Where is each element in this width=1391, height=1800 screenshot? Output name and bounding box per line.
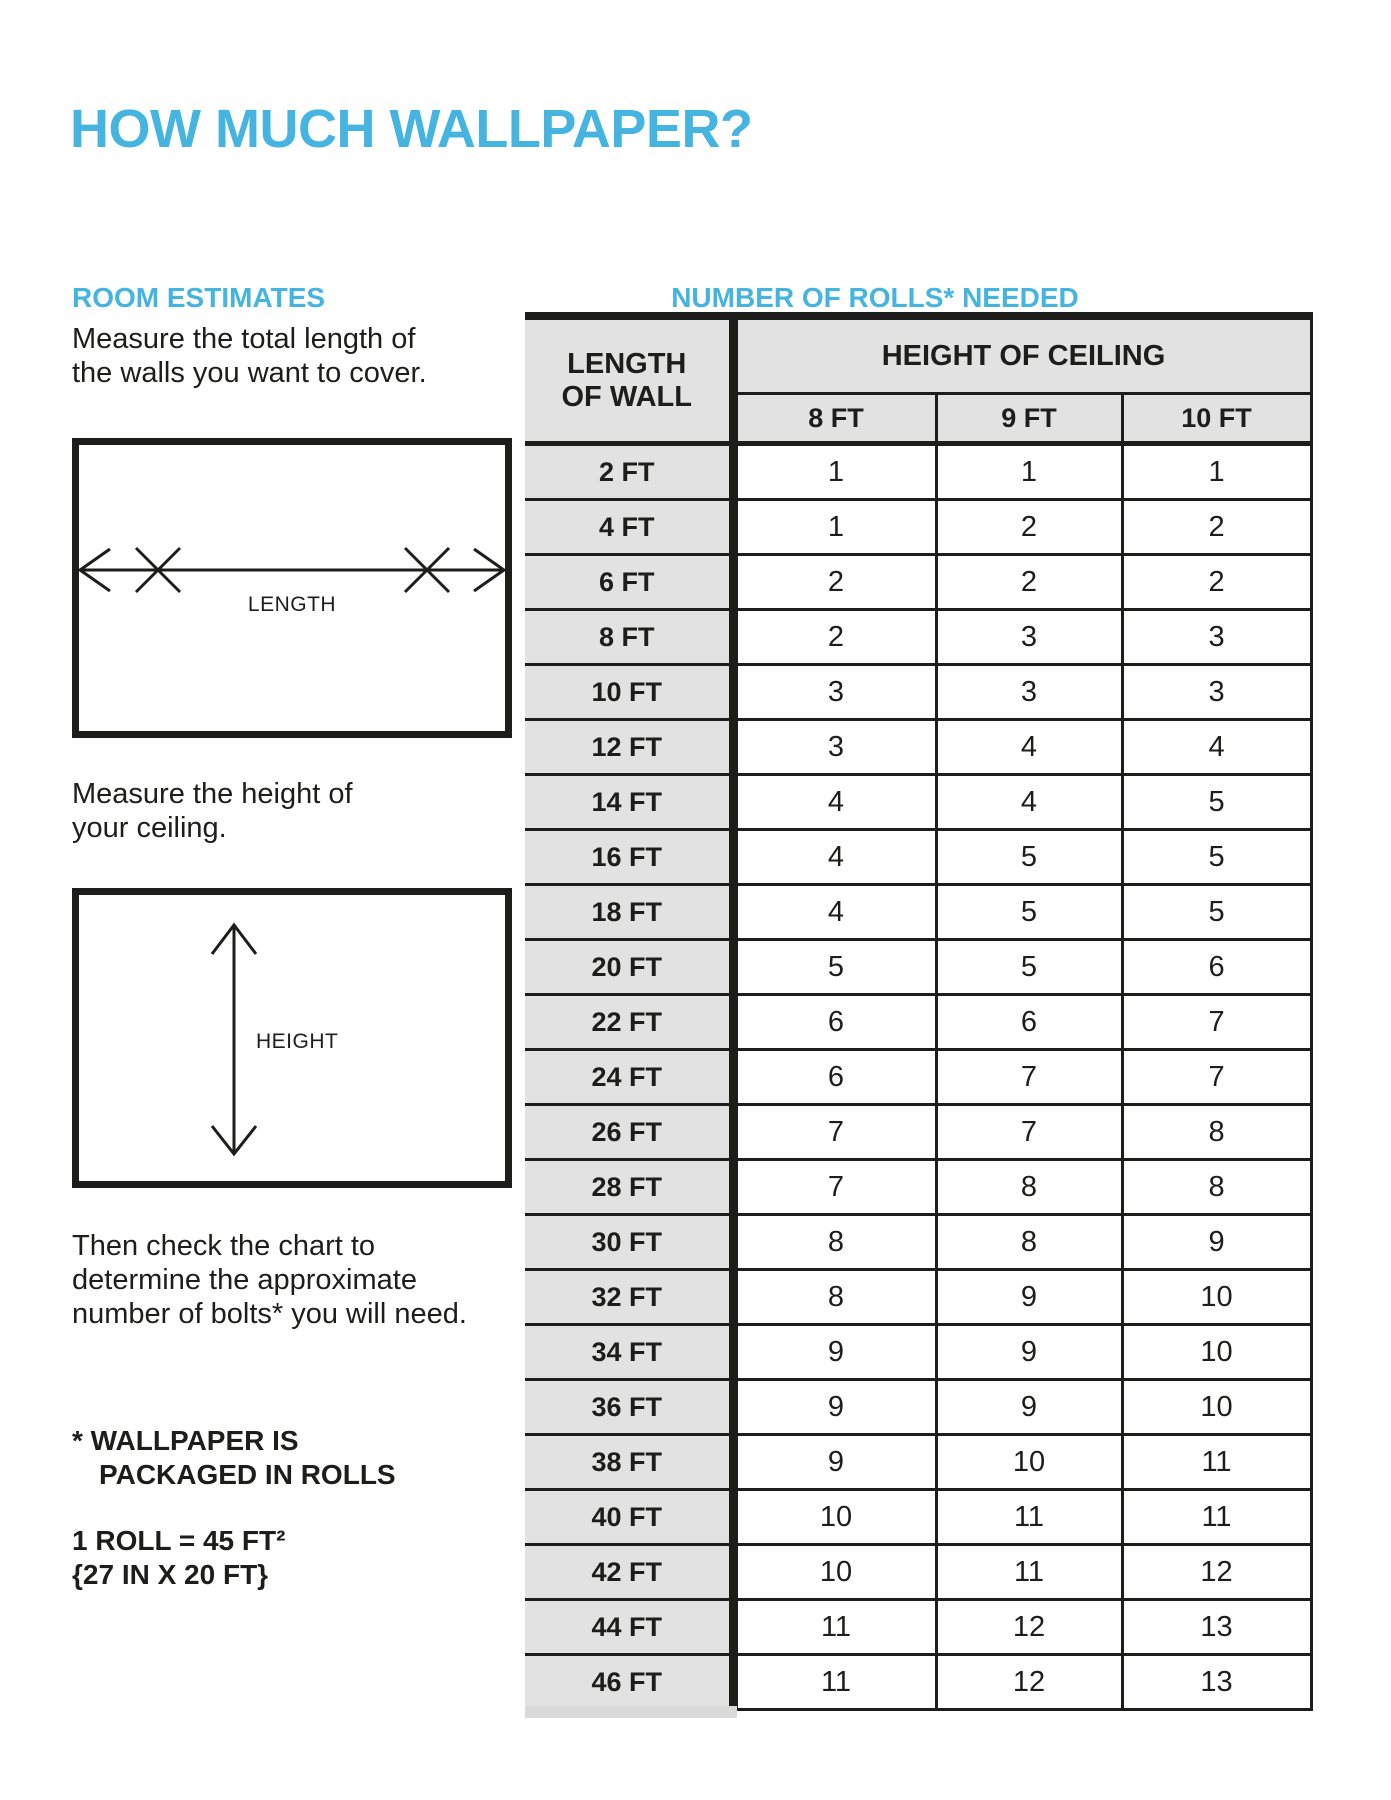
- rolls-count-cell: 11: [936, 1545, 1122, 1600]
- rolls-count-cell: 9: [936, 1380, 1122, 1435]
- rolls-count-cell: 11: [733, 1600, 936, 1655]
- table-row: [525, 610, 1311, 665]
- table-row: [525, 995, 1311, 1050]
- rolls-count-cell: 2: [733, 610, 936, 665]
- rolls-count-cell: 8: [936, 1215, 1122, 1270]
- wall-length-cell: 38 FT: [525, 1435, 733, 1490]
- wall-length-cell: 46 FT: [525, 1655, 733, 1710]
- instruction-line: Measure the height of: [72, 778, 353, 810]
- rolls-table-body: [525, 444, 1311, 1710]
- instruction-step-height: [72, 777, 353, 845]
- rolls-count-cell: 6: [733, 1050, 936, 1105]
- rolls-count-cell: 8: [733, 1270, 936, 1325]
- row-group-header-line: LENGTH: [567, 347, 687, 380]
- rolls-count-cell: 4: [733, 885, 936, 940]
- rolls-count-cell: 2: [733, 555, 936, 610]
- wall-length-cell: 22 FT: [525, 995, 733, 1050]
- col-group-header: HEIGHT OF CEILING: [733, 316, 1311, 394]
- rolls-count-cell: 9: [936, 1325, 1122, 1380]
- footnote-line: PACKAGED IN ROLLS: [99, 1459, 396, 1490]
- instruction-line: the walls you want to cover.: [72, 357, 427, 389]
- ceiling-label: CEILING: [238, 895, 346, 922]
- rolls-table: [525, 312, 1313, 1711]
- row-group-header: [525, 316, 733, 444]
- rolls-count-cell: 3: [733, 665, 936, 720]
- wall-length-cell: 44 FT: [525, 1600, 733, 1655]
- rolls-count-cell: 10: [936, 1435, 1122, 1490]
- wall-length-cell: 34 FT: [525, 1325, 733, 1380]
- table-row: [525, 1490, 1311, 1545]
- table-row: [525, 1600, 1311, 1655]
- table-row: [525, 1160, 1311, 1215]
- rolls-count-cell: 13: [1122, 1655, 1311, 1710]
- rolls-count-cell: 5: [733, 940, 936, 995]
- col-header-8ft: 8 FT: [733, 394, 936, 444]
- rolls-count-cell: 1: [733, 444, 936, 500]
- wall-length-cell: 40 FT: [525, 1490, 733, 1545]
- wall-length-cell: 32 FT: [525, 1270, 733, 1325]
- wall-length-cell: 28 FT: [525, 1160, 733, 1215]
- instruction-line: determine the approximate: [72, 1264, 417, 1296]
- length-label: LENGTH: [247, 593, 337, 616]
- instruction-step-chart: [72, 1229, 467, 1331]
- rolls-count-cell: 3: [1122, 610, 1311, 665]
- rolls-count-cell: 11: [1122, 1490, 1311, 1545]
- instruction-line: Then check the chart to: [72, 1230, 376, 1262]
- col-header-10ft: 10 FT: [1122, 394, 1311, 444]
- wall-length-cell: 30 FT: [525, 1215, 733, 1270]
- rolls-count-cell: 10: [733, 1545, 936, 1600]
- rolls-count-cell: 12: [936, 1600, 1122, 1655]
- footnote-line: * WALLPAPER IS: [72, 1425, 299, 1456]
- rolls-count-cell: 8: [1122, 1105, 1311, 1160]
- rolls-count-cell: 11: [1122, 1435, 1311, 1490]
- table-header-row: [525, 316, 1311, 394]
- table-row: [525, 1050, 1311, 1105]
- rolls-count-cell: 6: [936, 995, 1122, 1050]
- rolls-count-cell: 7: [936, 1050, 1122, 1105]
- wall-length-cell: 20 FT: [525, 940, 733, 995]
- rolls-count-cell: 13: [1122, 1600, 1311, 1655]
- rolls-count-cell: 10: [1122, 1270, 1311, 1325]
- instruction-line: Measure the total length of: [72, 323, 416, 355]
- wall-length-cell: 14 FT: [525, 775, 733, 830]
- wall-length-cell: 16 FT: [525, 830, 733, 885]
- label-column-shadow: [525, 1706, 737, 1718]
- instruction-line: your ceiling.: [72, 812, 227, 844]
- rolls-count-cell: 9: [733, 1380, 936, 1435]
- rolls-count-cell: 8: [936, 1160, 1122, 1215]
- rolls-count-cell: 8: [733, 1215, 936, 1270]
- table-row: [525, 1380, 1311, 1435]
- rolls-count-cell: 3: [733, 720, 936, 775]
- rolls-count-cell: 7: [733, 1160, 936, 1215]
- rolls-count-cell: 12: [1122, 1545, 1311, 1600]
- table-row: [525, 1325, 1311, 1380]
- rolls-count-cell: 5: [936, 885, 1122, 940]
- rolls-count-cell: 10: [1122, 1325, 1311, 1380]
- rolls-count-cell: 7: [733, 1105, 936, 1160]
- rolls-count-cell: 12: [936, 1655, 1122, 1710]
- rolls-count-cell: 7: [1122, 1050, 1311, 1105]
- wall-length-cell: 2 FT: [525, 444, 733, 500]
- rolls-count-cell: 9: [733, 1325, 936, 1380]
- wall-length-cell: 42 FT: [525, 1545, 733, 1600]
- rolls-count-cell: 7: [1122, 995, 1311, 1050]
- rolls-count-cell: 11: [733, 1655, 936, 1710]
- rolls-count-cell: 2: [1122, 500, 1311, 555]
- col-header-9ft: 9 FT: [936, 394, 1122, 444]
- rolls-count-cell: 2: [1122, 555, 1311, 610]
- wall-length-cell: 6 FT: [525, 555, 733, 610]
- table-row: [525, 555, 1311, 610]
- room-height-diagram: [72, 888, 512, 1188]
- table-row: [525, 1215, 1311, 1270]
- table-row: [525, 1655, 1311, 1710]
- wall-length-cell: 8 FT: [525, 610, 733, 665]
- table-row: [525, 775, 1311, 830]
- table-row: [525, 885, 1311, 940]
- rolls-count-cell: 1: [936, 444, 1122, 500]
- wall-length-cell: 4 FT: [525, 500, 733, 555]
- rolls-count-cell: 9: [733, 1435, 936, 1490]
- ceiling-label: CEILING: [238, 445, 346, 472]
- roll-dimensions-line: {27 IN X 20 FT}: [72, 1559, 269, 1590]
- roll-size-note: [72, 1524, 285, 1592]
- room-estimates-heading: ROOM ESTIMATES: [72, 282, 326, 314]
- rolls-count-cell: 4: [733, 775, 936, 830]
- wall-length-cell: 10 FT: [525, 665, 733, 720]
- table-row: [525, 444, 1311, 500]
- rolls-count-cell: 6: [1122, 940, 1311, 995]
- rolls-count-cell: 5: [1122, 885, 1311, 940]
- rolls-count-cell: 2: [936, 555, 1122, 610]
- roll-area-line: 1 ROLL = 45 FT²: [72, 1525, 286, 1556]
- rolls-count-cell: 6: [733, 995, 936, 1050]
- wall-length-cell: 12 FT: [525, 720, 733, 775]
- table-row: [525, 720, 1311, 775]
- rolls-count-cell: 10: [1122, 1380, 1311, 1435]
- rolls-count-cell: 4: [1122, 720, 1311, 775]
- rolls-count-cell: 5: [1122, 830, 1311, 885]
- wall-length-cell: 36 FT: [525, 1380, 733, 1435]
- table-row: [525, 830, 1311, 885]
- rolls-count-cell: 8: [1122, 1160, 1311, 1215]
- rolls-count-cell: 1: [1122, 444, 1311, 500]
- row-group-header-line: OF WALL: [561, 380, 692, 413]
- table-row: [525, 500, 1311, 555]
- rolls-count-cell: 1: [733, 500, 936, 555]
- rolls-needed-heading: NUMBER OF ROLLS* NEEDED: [671, 282, 1079, 314]
- instruction-line: number of bolts* you will need.: [72, 1298, 467, 1330]
- page-title: HOW MUCH WALLPAPER?: [70, 99, 753, 160]
- table-row: [525, 1545, 1311, 1600]
- rolls-count-cell: 4: [936, 720, 1122, 775]
- instruction-step-length: [72, 322, 427, 390]
- rolls-count-cell: 7: [936, 1105, 1122, 1160]
- rolls-count-cell: 2: [936, 500, 1122, 555]
- wall-length-cell: 24 FT: [525, 1050, 733, 1105]
- wall-length-cell: 18 FT: [525, 885, 733, 940]
- room-length-diagram: [72, 438, 512, 738]
- table-row: [525, 940, 1311, 995]
- floor-label: FLOOR: [246, 705, 338, 732]
- rolls-count-cell: 9: [936, 1270, 1122, 1325]
- rolls-count-cell: 5: [936, 940, 1122, 995]
- rolls-count-cell: 9: [1122, 1215, 1311, 1270]
- rolls-count-cell: 5: [1122, 775, 1311, 830]
- wall-length-cell: 26 FT: [525, 1105, 733, 1160]
- rolls-count-cell: 10: [733, 1490, 936, 1545]
- rolls-count-cell: 3: [936, 665, 1122, 720]
- table-row: [525, 1105, 1311, 1160]
- rolls-count-cell: 3: [1122, 665, 1311, 720]
- wallpaper-rolls-footnote: [72, 1424, 396, 1492]
- rolls-count-cell: 4: [936, 775, 1122, 830]
- rolls-count-cell: 5: [936, 830, 1122, 885]
- rolls-count-cell: 11: [936, 1490, 1122, 1545]
- height-label: HEIGHT: [256, 1030, 339, 1053]
- table-row: [525, 1270, 1311, 1325]
- table-row: [525, 665, 1311, 720]
- rolls-count-cell: 4: [733, 830, 936, 885]
- floor-label: FLOOR: [246, 1155, 338, 1182]
- table-row: [525, 1435, 1311, 1490]
- rolls-count-cell: 3: [936, 610, 1122, 665]
